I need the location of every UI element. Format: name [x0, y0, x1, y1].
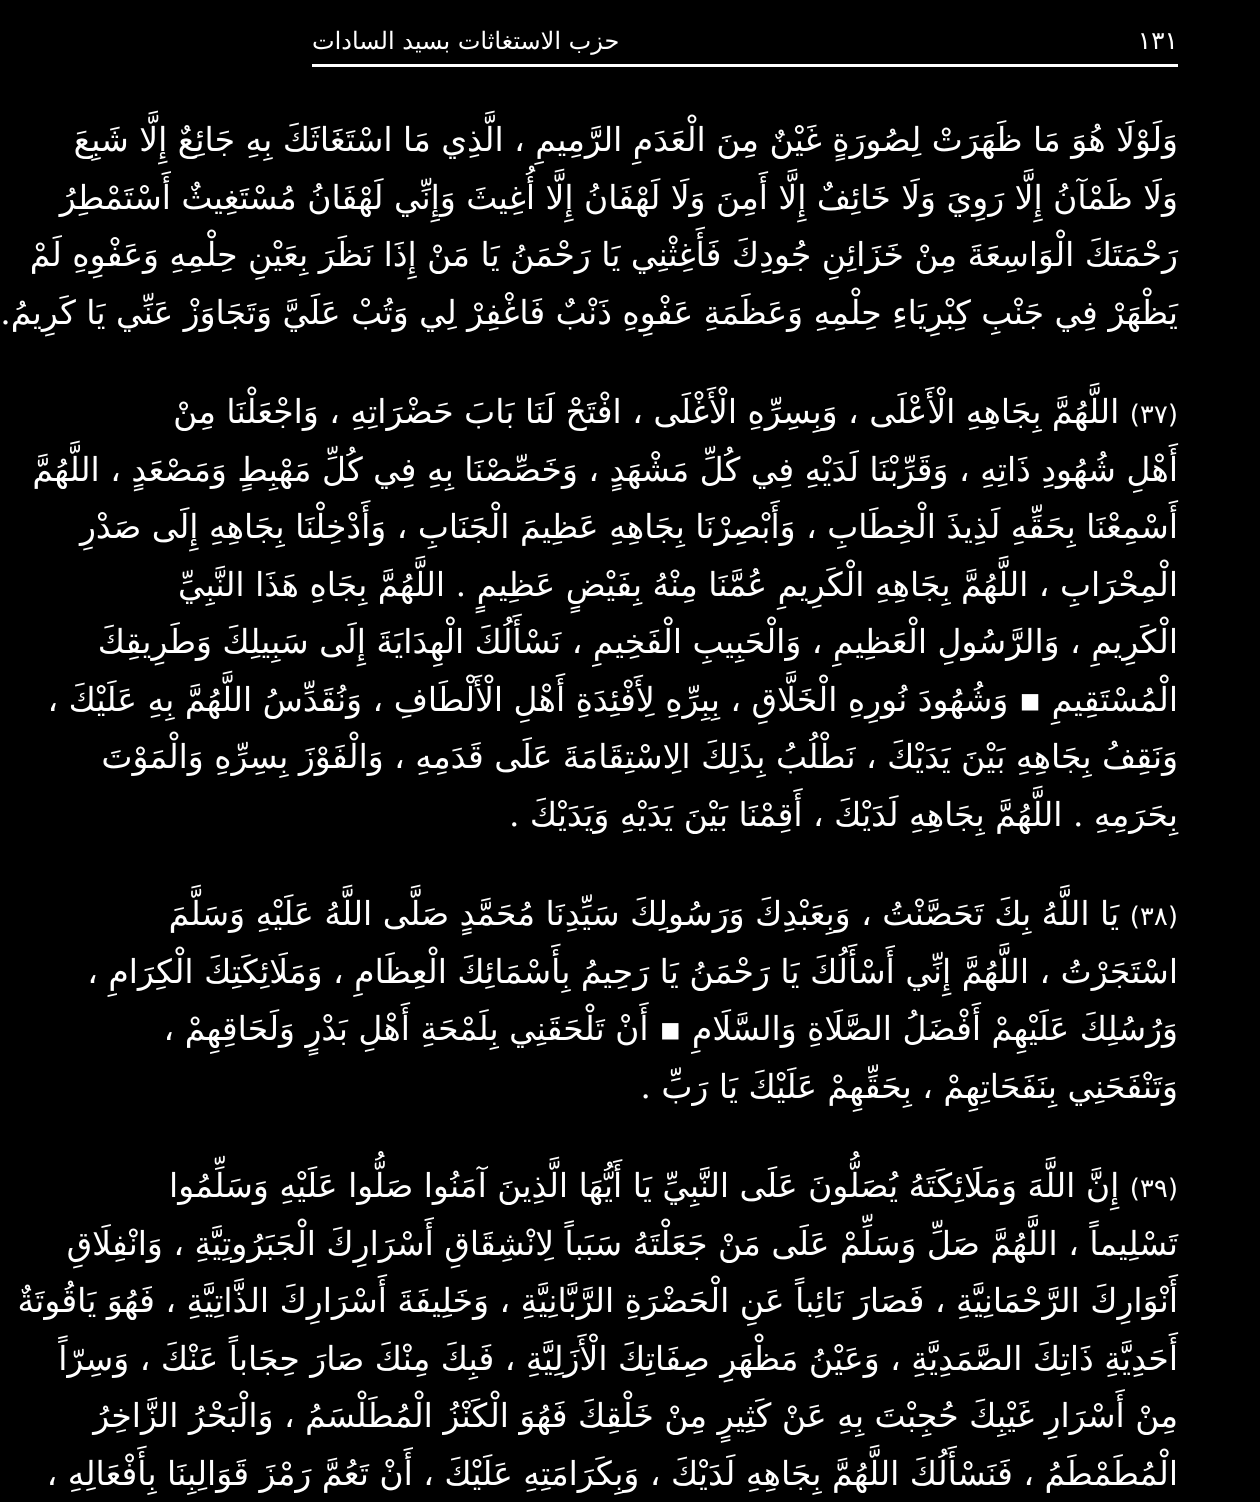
text-line: أَحَدِيَّةِ ذَاتِكَ الصَّمَدِيَّةِ ، وَعَيْنُ مَظْهَرِ صِفَاتِكَ الْأَزَلِيَّةِ ، فَبِكَ مِنْكَ صَارَ حِجَاباً عَنْكَ ، وَسِرّاً	[312, 1330, 1178, 1388]
text-line: وَلَا ظَمْآنُ إِلَّا رَوِيَ وَلَا خَائِفٌ إِلَّا أَمِنَ وَلَا لَهْفَانُ إِلَّا أُغِيثَ وَإِنِّي لَهْفَانُ مُسْتَغِيثٌ أَسْتَمْطِرُ	[312, 169, 1178, 227]
text-line: اسْتَجَرْتُ ، اللَّهُمَّ إِنِّي أَسْأَلُكَ يَا رَحْمَنُ يَا رَحِيمُ بِأَسْمَائِكَ الْعِظَامِ ، وَمَلَائِكَتِكَ الْكِرَامِ ،	[312, 943, 1178, 1001]
section-intro	[312, 111, 1178, 341]
text-line: الْكَرِيمِ ، وَالرَّسُولِ الْعَظِيمِ ، وَالْحَبِيبِ الْفَخِيمِ ، نَسْأَلُكَ الْهِدَايَةَ إِلَى سَبِيلِكَ وَطَرِيقِكَ	[312, 613, 1178, 671]
section-38	[312, 885, 1178, 1115]
text-line: وَرُسُلِكَ عَلَيْهِمْ أَفْضَلُ الصَّلَاةِ وَالسَّلَامِ ▪ أَنْ تَلْحَقَنِي بِلَمْحَةِ أَهْلِ بَدْرٍ وَلَحَاقِهِمْ ،	[312, 1000, 1178, 1058]
text-line: يَظْهَرْ فِي جَنْبِ كِبْرِيَاءِ حِلْمِهِ وَعَظَمَةِ عَفْوِهِ ذَنْبٌ فَاغْفِرْ لِي وَتُبْ عَلَيَّ وَتَجَاوَزْ عَنِّي يَا كَرِيمُ.	[312, 284, 1178, 342]
text-line: الْمُطَمْطَمُ ، فَنَسْأَلُكَ اللَّهُمَّ بِجَاهِهِ لَدَيْكَ ، وَبِكَرَامَتِهِ عَلَيْكَ ، أَنْ تَعُمَّ رَمْزَ قَوَالِبِنَا بِأَفْعَالِهِ ،	[312, 1445, 1178, 1502]
text-line: تَسْلِيماً ، اللَّهُمَّ صَلِّ وَسَلِّمْ عَلَى مَنْ جَعَلْتَهُ سَبَباً لِانْشِقَاقِ أَسْرَارِكَ الْجَبَرُوتِيَّةِ ، وَانْفِلَاقِ	[312, 1215, 1178, 1273]
page-number: ١٣١	[1138, 26, 1178, 56]
text-line	[312, 383, 1178, 441]
text-line-content: اللَّهُمَّ بِجَاهِهِ الْأَعْلَى ، وَبِسِرِّهِ الْأَغْلَى ، افْتَحْ لَنَا بَابَ حَضْرَاتِهِ ، وَاجْعَلْنَا مِنْ	[173, 392, 1119, 431]
section-37	[312, 383, 1178, 843]
section-39	[312, 1157, 1178, 1502]
text-line-content: إِنَّ اللَّهَ وَمَلَائِكَتَهُ يُصَلُّونَ عَلَى النَّبِيِّ يَا أَيُّهَا الَّذِينَ آمَنُوا صَلُّوا عَلَيْهِ وَسَلِّمُوا	[169, 1166, 1119, 1205]
text-line: أَهْلِ شُهُودِ ذَاتِهِ ، وَقَرِّبْنَا لَدَيْهِ فِي كُلِّ مَشْهَدٍ ، وَخَصِّصْنَا بِهِ فِي كُلِّ مَهْبِطٍ وَمَصْعَدٍ ، اللَّهُمَّ	[312, 441, 1178, 499]
text-line: أَسْمِعْنَا بِحَقِّهِ لَذِيذَ الْخِطَابِ ، وَأَبْصِرْنَا بِجَاهِهِ عَظِيمَ الْجَنَابِ ، وَأَدْخِلْنَا بِجَاهِهِ إِلَى صَدْرِ	[312, 498, 1178, 556]
text-line: وَتَنْفَحَنِي بِنَفَحَاتِهِمْ ، بِحَقِّهِمْ عَلَيْكَ يَا رَبِّ .	[312, 1058, 1178, 1116]
section-number: (٣٨)	[1130, 902, 1178, 932]
text-line: مِنْ أَسْرَارِ غَيْبِكَ حُجِبْتَ بِهِ عَنْ كَثِيرٍ مِنْ خَلْقِكَ فَهُوَ الْكَنْزُ الْمُطَلْسَمُ ، وَالْبَحْرُ الزَّاخِرُ	[312, 1387, 1178, 1445]
text-line: الْمُسْتَقِيمِ ▪ وَشُهُودَ نُورِهِ الْخَلَّاقِ ، بِبِرِّهِ لِأَفْئِدَةِ أَهْلِ الْأَلْطَافِ ، وَنُقَدِّسُ اللَّهُمَّ بِهِ عَلَيْكَ ،	[312, 671, 1178, 729]
text-line: أَنْوَارِكَ الرَّحْمَانِيَّةِ ، فَصَارَ نَائِباً عَنِ الْحَضْرَةِ الرَّبَّانِيَّةِ ، وَخَلِيفَةَ أَسْرَارِكَ الذَّاتِيَّةِ ، فَهُوَ يَاقُوتَةٌ	[312, 1272, 1178, 1330]
text-line: الْمِحْرَابِ ، اللَّهُمَّ بِجَاهِهِ الْكَرِيمِ عُمَّنَا مِنْهُ بِفَيْضٍ عَظِيمٍ . اللَّهُمَّ بِجَاهِ هَذَا النَّبِيِّ	[312, 556, 1178, 614]
text-line: رَحْمَتَكَ الْوَاسِعَةَ مِنْ خَزَائِنِ جُودِكَ فَأَغِثْنِي يَا رَحْمَنُ يَا مَنْ إِذَا نَظَرَ بِعَيْنِ حِلْمِهِ وَعَفْوِهِ لَمْ	[312, 226, 1178, 284]
section-number: (٣٩)	[1130, 1174, 1178, 1204]
text-line	[312, 885, 1178, 943]
section-number: (٣٧)	[1130, 400, 1178, 430]
text-line: وَنَقِفُ بِجَاهِهِ بَيْنَ يَدَيْكَ ، نَطْلُبُ بِذَلِكَ الِاسْتِقَامَةَ عَلَى قَدَمِهِ ، وَالْفَوْزَ بِسِرِّهِ وَالْمَوْتَ	[312, 728, 1178, 786]
running-title: حزب الاستغاثات بسيد السادات	[312, 26, 619, 56]
page	[236, 0, 1260, 1493]
header-rule	[312, 64, 1178, 67]
text-line-content: يَا اللَّهُ بِكَ تَحَصَّنْتُ ، وَبِعَبْدِكَ وَرَسُولِكَ سَيِّدِنَا مُحَمَّدٍ صَلَّى اللَّهُ عَلَيْهِ وَسَلَّمَ	[169, 894, 1120, 933]
page-header	[312, 22, 1178, 56]
text-line: بِحَرَمِهِ . اللَّهُمَّ بِجَاهِهِ لَدَيْكَ ، أَقِمْنَا بَيْنَ يَدَيْهِ وَيَدَيْكَ .	[312, 786, 1178, 844]
text-line: وَلَوْلَا هُوَ مَا ظَهَرَتْ لِصُورَةٍ غَيْنٌ مِنَ الْعَدَمِ الرَّمِيمِ ، الَّذِي مَا اسْتَغَاثَكَ بِهِ جَائِعٌ إِلَّا شَبِعَ	[312, 111, 1178, 169]
text-line	[312, 1157, 1178, 1215]
